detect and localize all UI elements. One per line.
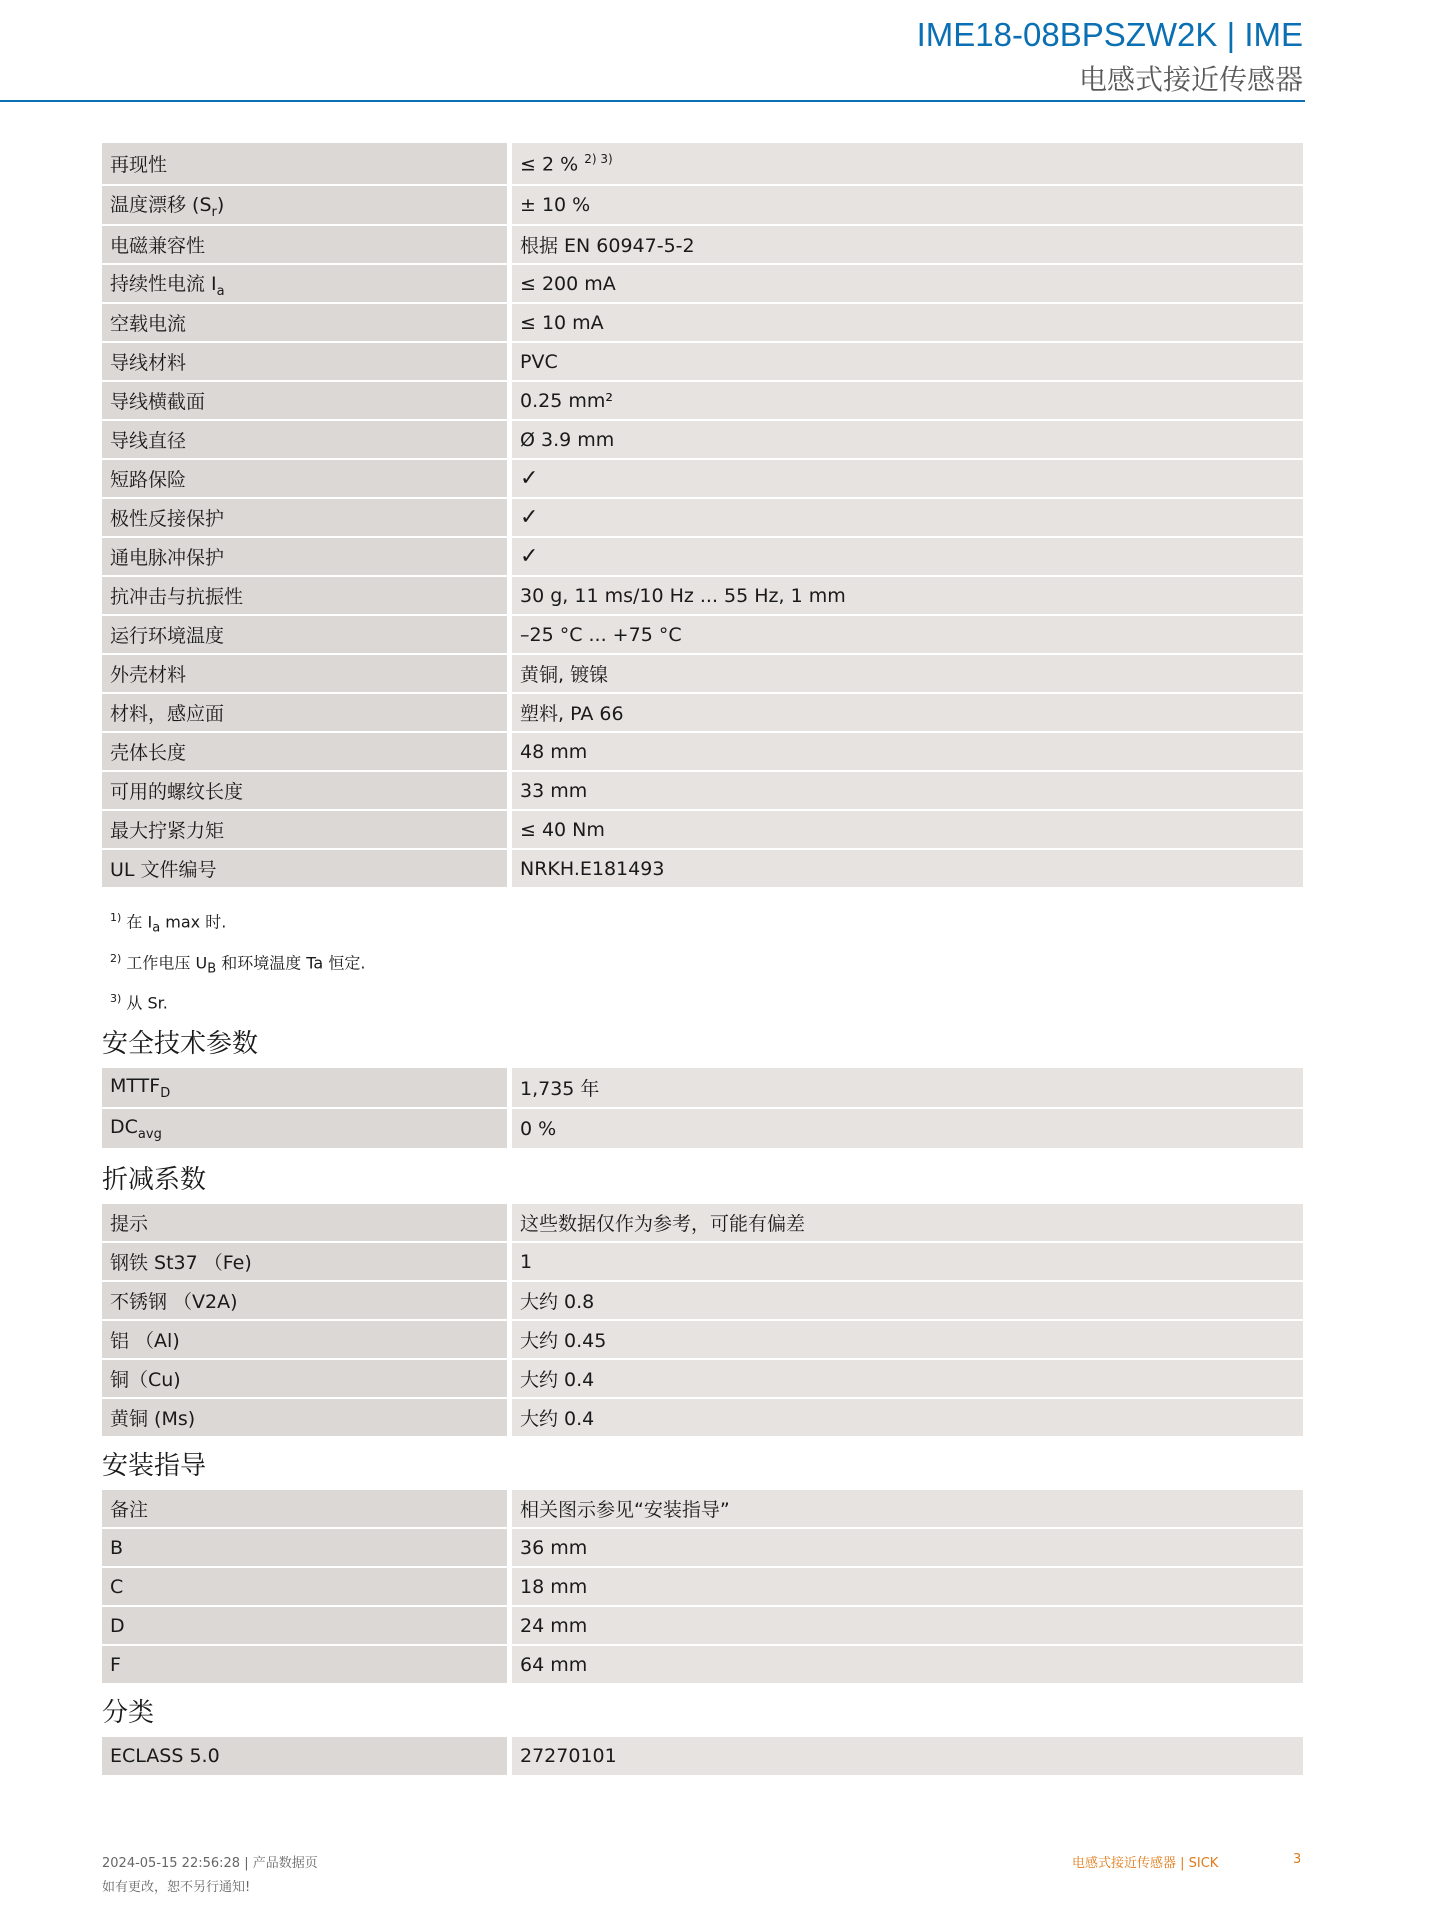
- spec-value: 这些数据仅作为参考，可能有偏差: [512, 1204, 1303, 1243]
- section-title-safety: 安全技术参数: [102, 1029, 259, 1060]
- table-row: [102, 1282, 1303, 1321]
- table-row: [102, 1204, 1303, 1243]
- table-row: [102, 1646, 1303, 1685]
- spec-key: 电磁兼容性: [102, 226, 512, 265]
- footnote: $^{3)}$ 从 Sr.: [110, 992, 168, 1013]
- spec-value: [512, 460, 1303, 499]
- classification-table: [102, 1737, 1303, 1777]
- table-row: [102, 811, 1303, 850]
- table-row: [102, 1529, 1303, 1568]
- spec-value: PVC: [512, 343, 1303, 382]
- spec-key: 极性反接保护: [102, 499, 512, 538]
- spec-value: 相关图示参见“安装指导”: [512, 1490, 1303, 1529]
- footnote: $^{1)}$ 在 $I_a$ max 时.: [110, 911, 227, 936]
- table-row: [102, 772, 1303, 811]
- spec-key: 钢铁 St37 （Fe): [102, 1243, 512, 1282]
- spec-key: B: [102, 1529, 512, 1568]
- page-number: 3: [1293, 1852, 1302, 1867]
- spec-value: 0.25 mm²: [512, 382, 1303, 421]
- table-row: [102, 143, 1303, 186]
- section-title-classification: 分类: [102, 1698, 155, 1729]
- spec-value: [512, 538, 1303, 577]
- spec-value: 根据 EN 60947-5-2: [512, 226, 1303, 265]
- spec-key: $DC_{avg}$: [102, 1109, 512, 1150]
- spec-key: F: [102, 1646, 512, 1685]
- product-subtitle: 电感式接近传感器: [1078, 63, 1303, 96]
- footer-date: 2024-05-15 22:56:28 | 产品数据页: [102, 1856, 318, 1871]
- spec-key: 最大拧紧力矩: [102, 811, 512, 850]
- spec-key: 不锈钢 （V2A): [102, 1282, 512, 1321]
- spec-key: 铝 （Al): [102, 1321, 512, 1360]
- header-rule: [0, 100, 1305, 102]
- spec-value: 64 mm: [512, 1646, 1303, 1685]
- spec-value: –25 °C ... +75 °C: [512, 616, 1303, 655]
- spec-value: 大约 0.4: [512, 1360, 1303, 1399]
- spec-value: [512, 499, 1303, 538]
- checkmark-icon: ✓: [520, 466, 539, 491]
- table-row: [102, 186, 1303, 226]
- table-row: [102, 1243, 1303, 1282]
- table-row: [102, 304, 1303, 343]
- spec-value: 33 mm: [512, 772, 1303, 811]
- table-row: [102, 421, 1303, 460]
- spec-value: 48 mm: [512, 733, 1303, 772]
- spec-key: 通电脉冲保护: [102, 538, 512, 577]
- spec-value: 27270101: [512, 1737, 1303, 1777]
- spec-key: 壳体长度: [102, 733, 512, 772]
- spec-key: 抗冲击与抗振性: [102, 577, 512, 616]
- table-row: [102, 1568, 1303, 1607]
- table-row: [102, 655, 1303, 694]
- table-row: [102, 733, 1303, 772]
- spec-value: 大约 0.4: [512, 1399, 1303, 1438]
- section-title-installation: 安装指导: [102, 1451, 207, 1482]
- spec-value: ≤ 2 % $^{2) 3)}$: [512, 143, 1303, 186]
- table-row: [102, 343, 1303, 382]
- spec-value: 0 %: [512, 1109, 1303, 1150]
- spec-value: ≤ 200 mA: [512, 265, 1303, 304]
- footer-notice: 如有更改，恕不另行通知!: [102, 1880, 251, 1895]
- footer-brand: 电感式接近传感器 | SICK: [1072, 1856, 1219, 1871]
- spec-key: 材料，感应面: [102, 694, 512, 733]
- spec-value: 36 mm: [512, 1529, 1303, 1568]
- table-row: [102, 265, 1303, 304]
- spec-key: 提示: [102, 1204, 512, 1243]
- reduction-table: [102, 1204, 1303, 1438]
- spec-key: 备注: [102, 1490, 512, 1529]
- product-title: IME18-08BPSZW2K | IME: [916, 16, 1303, 53]
- spec-value: ± 10 %: [512, 186, 1303, 226]
- spec-key: 持续性电流 $I_a$: [102, 265, 512, 304]
- spec-key: 黄铜 (Ms): [102, 1399, 512, 1438]
- checkmark-icon: ✓: [520, 544, 539, 569]
- table-row: [102, 1321, 1303, 1360]
- spec-key: ECLASS 5.0: [102, 1737, 512, 1777]
- spec-value: 18 mm: [512, 1568, 1303, 1607]
- spec-key: 外壳材料: [102, 655, 512, 694]
- spec-key: 导线材料: [102, 343, 512, 382]
- table-row: [102, 382, 1303, 421]
- content: [102, 143, 1303, 1777]
- footnote: $^{2)}$ 工作电压 $U_B$ 和环境温度 Ta 恒定.: [110, 951, 366, 977]
- spec-value: NRKH.E181493: [512, 850, 1303, 889]
- spec-key: C: [102, 1568, 512, 1607]
- table-row: [102, 226, 1303, 265]
- spec-value: 1: [512, 1243, 1303, 1282]
- spec-key: 再现性: [102, 143, 512, 186]
- spec-value: 大约 0.8: [512, 1282, 1303, 1321]
- spec-value: ≤ 10 mA: [512, 304, 1303, 343]
- table-row: [102, 460, 1303, 499]
- safety-table: [102, 1068, 1303, 1150]
- table-row: [102, 1068, 1303, 1109]
- table-row: [102, 616, 1303, 655]
- spec-table: [102, 143, 1303, 889]
- spec-value: 24 mm: [512, 1607, 1303, 1646]
- installation-table: [102, 1490, 1303, 1685]
- table-row: [102, 850, 1303, 889]
- spec-value: Ø 3.9 mm: [512, 421, 1303, 460]
- spec-key: 温度漂移 $(S_r)$: [102, 186, 512, 226]
- spec-value: 大约 0.45: [512, 1321, 1303, 1360]
- spec-key: 空载电流: [102, 304, 512, 343]
- spec-key: 短路保险: [102, 460, 512, 499]
- table-row: [102, 1109, 1303, 1150]
- table-row: [102, 577, 1303, 616]
- table-row: [102, 1737, 1303, 1777]
- spec-value: 塑料, PA 66: [512, 694, 1303, 733]
- page-footer: [0, 1840, 1443, 1920]
- spec-key: 导线直径: [102, 421, 512, 460]
- spec-key: 导线横截面: [102, 382, 512, 421]
- table-row: [102, 1360, 1303, 1399]
- table-row: [102, 538, 1303, 577]
- spec-key: D: [102, 1607, 512, 1646]
- table-row: [102, 499, 1303, 538]
- spec-value: 黄铜, 镀镍: [512, 655, 1303, 694]
- table-row: [102, 1490, 1303, 1529]
- spec-key: 可用的螺纹长度: [102, 772, 512, 811]
- checkmark-icon: ✓: [520, 505, 539, 530]
- spec-key: 运行环境温度: [102, 616, 512, 655]
- table-row: [102, 1607, 1303, 1646]
- table-row: [102, 694, 1303, 733]
- spec-key: UL 文件编号: [102, 850, 512, 889]
- table-row: [102, 1399, 1303, 1438]
- spec-key: 铜（Cu): [102, 1360, 512, 1399]
- spec-value: ≤ 40 Nm: [512, 811, 1303, 850]
- page-header: [0, 0, 1443, 103]
- footnotes: [110, 903, 1303, 1018]
- spec-value: 1,735 年: [512, 1068, 1303, 1109]
- spec-value: 30 g, 11 ms/10 Hz ... 55 Hz, 1 mm: [512, 577, 1303, 616]
- section-title-reduction: 折减系数: [102, 1165, 207, 1196]
- spec-key: $MTTF_D$: [102, 1068, 512, 1109]
